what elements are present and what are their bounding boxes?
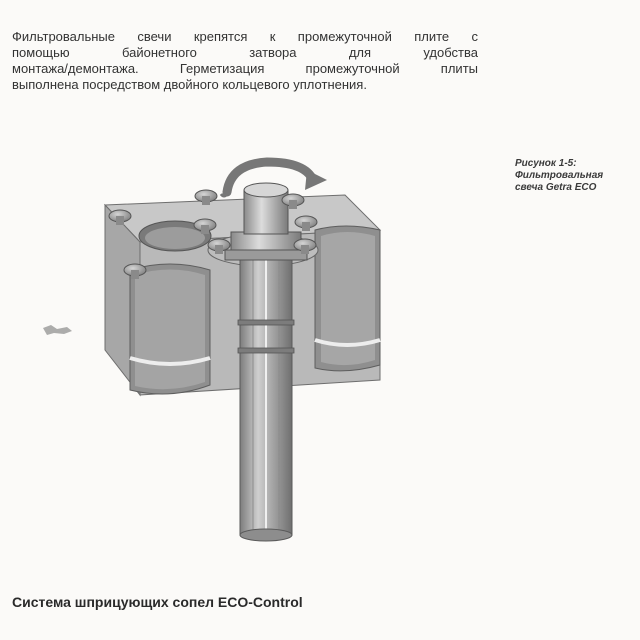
caption-line-3: свеча Getra ECO (515, 182, 597, 193)
section-title: Система шприцующих сопел ECO-Control (12, 594, 303, 610)
seal-ring-upper (238, 320, 294, 325)
caption-line-2: Фильтровальная (515, 170, 604, 181)
intro-line-1: Фильтровальные свечи крепятся к промежуточной плите с (12, 29, 478, 44)
seal-ring-lower (238, 348, 294, 353)
intro-line-4: выполнена посредством двойного кольцевого уплотнения. (12, 77, 367, 92)
print-blemish (43, 325, 72, 335)
filter-candle-illustration (35, 150, 395, 545)
intro-line-2: помощью байонетного затвора для удобства (12, 45, 478, 60)
intro-paragraph (12, 29, 478, 93)
intro-line-3: монтажа/демонтажа. Герметизация промежуточной плиты (12, 61, 478, 76)
figure-caption (515, 158, 635, 194)
caption-number: Рисунок 1-5: (515, 158, 577, 169)
